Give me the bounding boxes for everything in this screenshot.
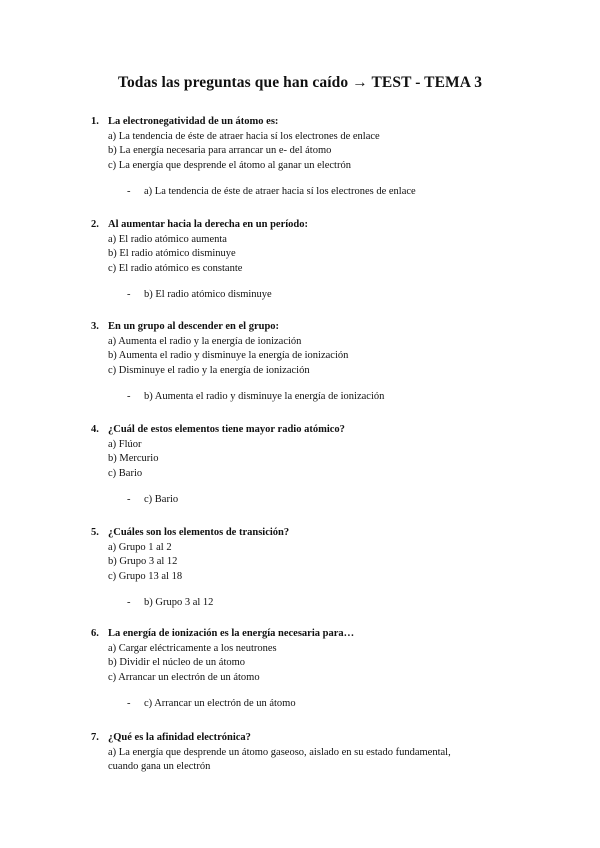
option-b: b) Dividir el núcleo de un átomo: [108, 657, 246, 669]
question-text: En un grupo al descender en el grupo:: [108, 321, 280, 332]
answer-text: c) Arrancar un electrón de un átomo: [144, 698, 296, 710]
answer-dash: -: [127, 391, 131, 403]
question-number: 4.: [91, 424, 99, 435]
answer-dash: -: [127, 289, 131, 301]
option-c: c) Arrancar un electrón de un átomo: [108, 671, 260, 683]
option-c: c) La energía que desprende el átomo al ganar un electrón: [108, 159, 351, 171]
answer-text: b) Aumenta el radio y disminuye la energía de ionización: [144, 391, 385, 403]
answer: [91, 697, 531, 712]
option-b: b) La energía necesaria para arrancar un e- del átomo: [108, 145, 332, 157]
question-heading: [91, 423, 531, 438]
option-c: c) Disminuye el radio y la energía de ionización: [108, 364, 310, 376]
answer-dash: -: [127, 186, 131, 198]
answer-text: b) Grupo 3 al 12: [144, 597, 214, 609]
option-a: a) Grupo 1 al 2: [108, 541, 172, 553]
question-text: ¿Qué es la afinidad electrónica?: [108, 732, 251, 743]
answer-dash: -: [127, 494, 131, 506]
answer: [91, 390, 531, 405]
question-5: [91, 526, 531, 611]
option-a: a) El radio atómico aumenta: [108, 233, 227, 245]
question-text: ¿Cuál de estos elementos tiene mayor radio atómico?: [108, 424, 345, 435]
page-title: Todas las preguntas que han caído → TEST - TEMA 3: [117, 74, 483, 91]
question-7: [91, 731, 531, 775]
question-3: [91, 320, 531, 405]
question-1: [91, 115, 531, 200]
question-6: [91, 627, 531, 712]
question-4: [91, 423, 531, 508]
answer-dash: -: [127, 698, 131, 710]
answer-dash: -: [127, 597, 131, 609]
question-number: 6.: [91, 628, 99, 639]
option-a: a) Cargar eléctricamente a los neutrones: [108, 642, 277, 654]
question-number: 7.: [91, 732, 99, 743]
option-a: a) La energía que desprende un átomo gaseoso, aislado en su estado fundamental,: [108, 746, 451, 758]
question-heading: [91, 731, 531, 746]
answer-text: b) El radio atómico disminuye: [144, 289, 272, 301]
option-a: a) La tendencia de éste de atraer hacia sí los electrones de enlace: [108, 130, 380, 142]
answer-text: c) Bario: [144, 494, 179, 506]
option-b: b) Mercurio: [108, 453, 159, 465]
answer: [91, 493, 531, 508]
question-heading: [91, 526, 531, 541]
option-c: c) Bario: [108, 467, 143, 479]
question-text: ¿Cuáles son los elementos de transición?: [108, 527, 290, 538]
option-a: a) Flúor: [108, 438, 142, 450]
question-text: La energía de ionización es la energía necesaria para…: [108, 628, 355, 639]
question-heading: [91, 627, 531, 642]
question-2: [91, 218, 531, 303]
answer: [91, 596, 531, 611]
question-number: 1.: [91, 116, 99, 127]
question-number: 3.: [91, 321, 99, 332]
option-b: b) Grupo 3 al 12: [108, 556, 178, 568]
answer: [91, 185, 531, 200]
option-a-continuation: cuando gana un electrón: [108, 761, 211, 773]
option-c: c) El radio atómico es constante: [108, 262, 243, 274]
option-b: b) Aumenta el radio y disminuye la energía de ionización: [108, 350, 349, 362]
question-heading: [91, 115, 531, 130]
question-text: La electronegatividad de un átomo es:: [108, 116, 279, 127]
answer: [91, 288, 531, 303]
question-heading: [91, 320, 531, 335]
option-b: b) El radio atómico disminuye: [108, 248, 236, 260]
answer-text: a) La tendencia de éste de atraer hacia sí los electrones de enlace: [144, 186, 416, 198]
option-a: a) Aumenta el radio y la energía de ionización: [108, 335, 302, 347]
question-number: 5.: [91, 527, 99, 538]
question-text: Al aumentar hacia la derecha en un período:: [108, 219, 308, 230]
option-c: c) Grupo 13 al 18: [108, 570, 183, 582]
question-number: 2.: [91, 219, 99, 230]
question-heading: [91, 218, 531, 233]
